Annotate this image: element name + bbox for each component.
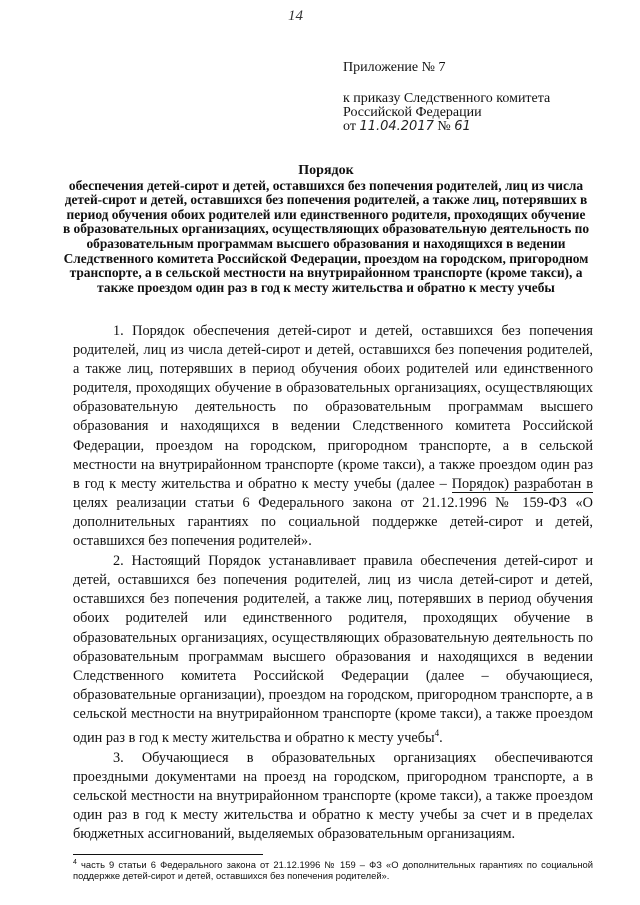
- paragraph-1: [73, 322, 593, 551]
- footnote-text: часть 9 статьи 6 Федерального закона от 21.12.1996 № 159 – ФЗ «О дополнительных гарантиях по социальной поддержке детей-сирот и детей, оставшихся без попечения родителей».: [73, 859, 593, 882]
- paragraph-3-text: 3. Обучающиеся в образовательных организациях обеспечиваются проездными документами на проезд на городском, пригородном транспорте, а в сельской местности на внутрирайонном транспорте (кроме такси), а также проездом один раз в год к месту жительства и обратно к месту учебы за счет и в пределах бюджетных ассигнований, выделяемых образовательным организациям.: [73, 749, 593, 843]
- appendix-label: Приложение № 7: [343, 60, 446, 75]
- paragraph-3: [73, 749, 593, 844]
- title-text: обеспечения детей-сирот и детей, оставшихся без попечения родителей, лиц из числа детей-сирот и детей, оставшихся без попечения родителей, а также лиц, потерявших в период обучения обоих родителей или единственного родителя, проходящих обучение в образовательных организациях, осуществляющих образовательную деятельность по образовательным программам высшего образования и находящихся в ведении Следственного комитета Российской Федерации, проездом на городском, пригородном транспорте, а в сельской местности на внутрирайонном транспорте (кроме такси), а также проездом один раз в год к месту жительства и обратно к месту учебы: [62, 177, 590, 295]
- number-prefix: №: [437, 119, 451, 134]
- document-body: [73, 322, 593, 845]
- footnote-reference: 4: [434, 727, 440, 738]
- order-reference: [343, 92, 623, 134]
- page-number: 14: [288, 8, 303, 24]
- paragraph-1-part-2: целях реализации статьи 6 Федерального закона от 21.12.1996 № 159-ФЗ «О дополнительных гарантиях по социальной поддержке детей-сирот и детей, оставшихся без попечения родителей».: [73, 494, 593, 550]
- title-word: Порядок: [298, 163, 354, 178]
- date-value: 11.04.2017: [359, 119, 434, 134]
- order-date-line: [343, 120, 623, 134]
- underlined-text: Порядок) разработан в: [451, 475, 593, 492]
- paragraph-2: [73, 552, 593, 748]
- footnote-mark: 4: [73, 859, 77, 866]
- paragraph-2-end: .: [439, 729, 443, 746]
- date-prefix: от: [343, 119, 356, 134]
- footnote-divider: [73, 854, 263, 855]
- document-title: [62, 164, 590, 295]
- footnote: [73, 857, 593, 881]
- number-value: 61: [454, 119, 471, 134]
- paragraph-2-text: 2. Настоящий Порядок устанавливает правила обеспечения детей-сирот и детей, оставшихся без попечения родителей, лиц из числа детей-сирот и детей, оставшихся без попечения родителей, а также лиц, потерявших в период обучения обоих родителей или единственного родителя, проходящих обучение в образовательных организациях, осуществляющих образовательную деятельность по образовательным программам высшего образования и находящихся в ведении Следственного комитета Российской Федерации (далее – обучающиеся, образовательные организации), проездом на городском, пригородном транспорте, а в сельской местности на внутрирайонном транспорте (кроме такси), а также проездом один раз в год к месту жительства и обратно к месту учебы: [73, 553, 593, 746]
- order-line-1: к приказу Следственного комитета: [343, 91, 551, 106]
- order-line-2: Российской Федерации: [343, 105, 482, 120]
- paragraph-1-part-1: 1. Порядок обеспечения детей-сирот и детей, оставшихся без попечения родителей, лиц из числа детей-сирот и детей, оставшихся без попечения родителей, а также лиц, потерявших в период обучения обоих родителей или единственного родителя, проходящих обучение в образовательных организациях, осуществляющих образовательную деятельность по образовательным программам высшего образования и находящихся в ведении Следственного комитета Российской Федерации, проездом на городском, пригородном транспорте, а в сельской местности на внутрирайонном транспорте (кроме такси), а также проездом один раз в год к месту жительства и обратно к месту учебы (далее –: [73, 323, 593, 492]
